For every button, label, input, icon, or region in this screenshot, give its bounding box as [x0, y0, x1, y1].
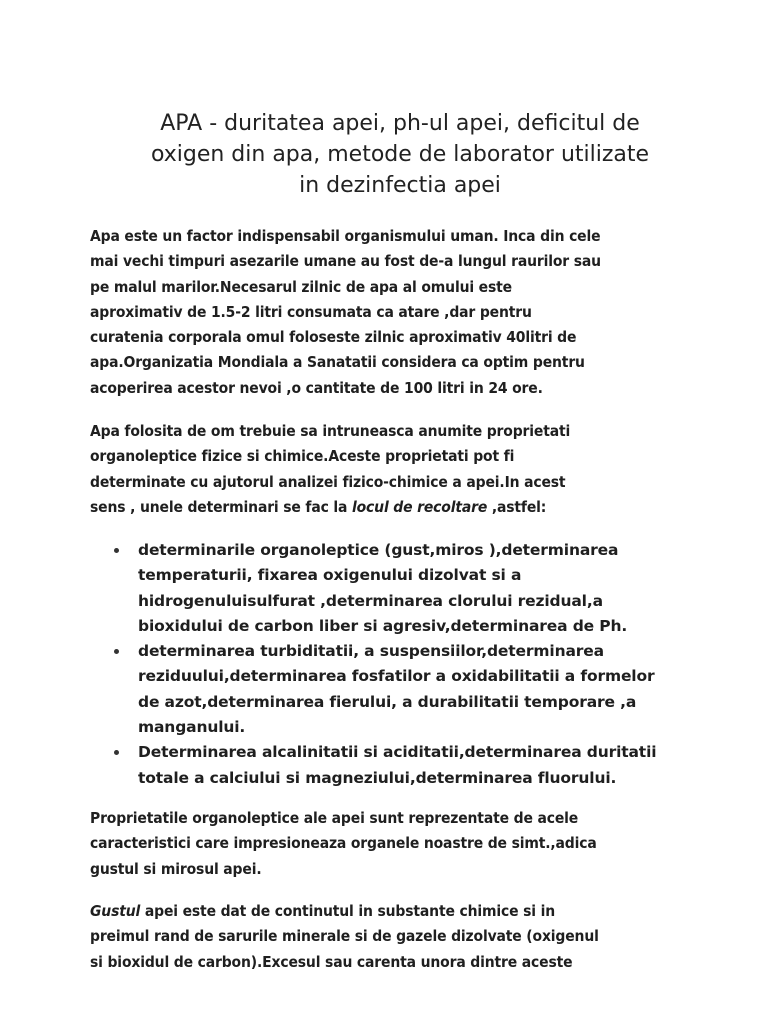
- text-line: bioxidului de carbon liber si agresiv,determinarea de Ph.: [138, 616, 628, 635]
- text-line: mai vechi timpuri asezarile umane au fost de-a lungul raurilor sau: [90, 252, 601, 271]
- text-line: totale a calciului si magneziului,determinarea fluorului.: [138, 768, 617, 787]
- text-line: determinarile organoleptice (gust,miros ),determinarea: [138, 541, 619, 559]
- text-line: pe malul marilor.Necesarul zilnic de apa al omului este: [90, 277, 512, 296]
- text-line: reziduului,determinarea fosfatilor a oxidabilitatii a formelor: [138, 667, 655, 686]
- document-title: [100, 108, 700, 201]
- text-segment: ,astfel:: [487, 497, 547, 516]
- text-line: apa.Organizatia Mondiala a Sanatatii considera ca optim pentru: [90, 353, 585, 372]
- determinations-list: [110, 538, 690, 791]
- paragraph-intro: [90, 224, 680, 401]
- text-line: determinate cu ajutorul analizei fizico-chimice a apei.In acest: [90, 472, 566, 491]
- text-line: aproximativ de 1.5-2 litri consumata ca atare ,dar pentru: [90, 302, 532, 321]
- title-line: in dezinfectia apei: [299, 173, 501, 198]
- italic-term: Gustul: [90, 902, 141, 920]
- list-item: [110, 538, 690, 639]
- text-line: manganului.: [138, 718, 246, 737]
- text-line: curatenia corporala omul foloseste zilnic aproximativ 40litri de: [90, 328, 577, 347]
- list-item: [110, 639, 690, 740]
- text-line: hidrogenuluisulfurat ,determinarea clorului rezidual,a: [138, 591, 603, 610]
- italic-phrase: locul de recoltare: [352, 497, 488, 516]
- bullet-icon: [114, 649, 119, 654]
- text-line: si bioxidul de carbon).Excesul sau carenta unora dintre aceste: [90, 952, 573, 971]
- text-line: [90, 899, 680, 924]
- text-line: gustul si mirosul apei.: [90, 859, 262, 878]
- text-line: Proprietatile organoleptice ale apei sunt reprezentate de acele: [90, 809, 579, 827]
- text-line: Apa folosita de om trebuie sa intruneasca anumite proprietati: [90, 422, 571, 440]
- text-line: Apa este un factor indispensabil organismului uman. Inca din cele: [90, 227, 601, 245]
- bullet-icon: [114, 750, 119, 755]
- bullet-icon: [114, 548, 119, 553]
- text-line: temperaturii, fixarea oxigenului dizolvat si a: [138, 566, 522, 585]
- title-line: APA - duritatea apei, ph-ul apei, deficitul de: [160, 111, 640, 136]
- paragraph-taste: [90, 899, 680, 975]
- paragraph-organoleptic: [90, 806, 680, 882]
- list-item: [110, 740, 690, 791]
- text-line: preimul rand de sarurile minerale si de gazele dizolvate (oxigenul: [90, 927, 599, 946]
- text-line: Determinarea alcalinitatii si aciditatii,determinarea duritatii: [138, 743, 657, 762]
- text-segment: sens , unele determinari se fac la: [90, 497, 352, 516]
- text-segment: apei este dat de continutul in substante chimice si in: [140, 902, 556, 920]
- text-line: caracteristici care impresioneaza organele noastre de simt.,adica: [90, 834, 597, 853]
- text-line: acoperirea acestor nevoi ,o cantitate de 100 litri in 24 ore.: [90, 378, 543, 397]
- text-line: determinarea turbiditatii, a suspensiilor,determinarea: [138, 642, 604, 661]
- paragraph-properties: [90, 419, 680, 520]
- text-line: [90, 495, 680, 520]
- title-line: oxigen din apa, metode de laborator utilizate: [150, 142, 650, 167]
- text-line: de azot,determinarea fierului, a durabilitatii temporare ,a: [138, 692, 637, 711]
- text-line: organoleptice fizice si chimice.Aceste proprietati pot fi: [90, 447, 515, 466]
